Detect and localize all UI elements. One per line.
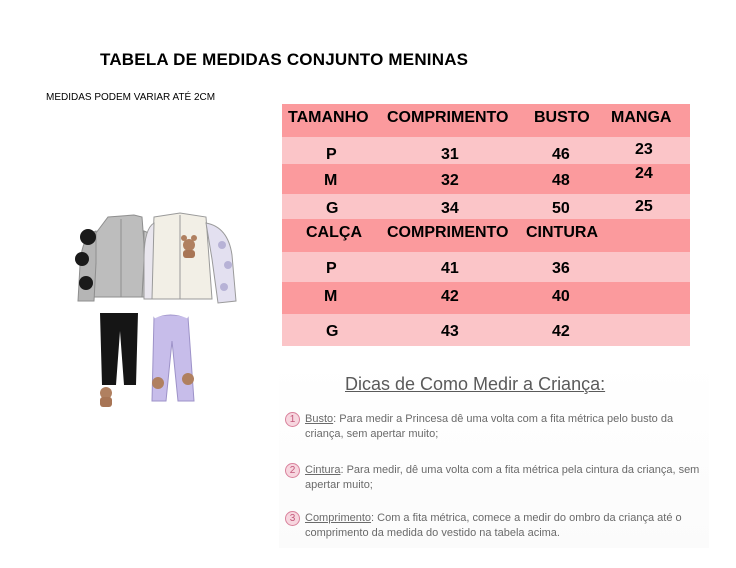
tip-text — [305, 412, 710, 442]
cell-comprimento: 31 — [441, 146, 459, 163]
cell-size: P — [326, 260, 337, 277]
cell-size: M — [324, 288, 338, 305]
cell-manga: 25 — [635, 198, 653, 215]
cell-cintura: 42 — [552, 323, 570, 340]
tip-number-badge: 3 — [285, 511, 300, 526]
cell-cintura: 40 — [552, 288, 570, 305]
tip-heading: Cintura — [305, 464, 341, 476]
tip-heading: Comprimento — [305, 512, 372, 524]
cell-comprimento: 41 — [441, 260, 459, 277]
table-header-row — [282, 219, 690, 252]
header-comprimento-calca: COMPRIMENTO — [387, 224, 509, 241]
header-calca: CALÇA — [306, 224, 362, 241]
cell-cintura: 36 — [552, 260, 570, 277]
cell-comprimento: 42 — [441, 288, 459, 305]
black-pants-illustration — [100, 313, 138, 407]
table-row — [282, 194, 690, 219]
table-row — [282, 252, 690, 282]
table-row — [282, 164, 690, 194]
cell-size: M — [324, 172, 338, 189]
cell-size: P — [326, 146, 337, 163]
measuring-tips — [279, 360, 709, 548]
table-header-row — [282, 104, 690, 137]
cell-manga: 24 — [635, 165, 653, 182]
tip-text — [305, 511, 710, 541]
lilac-pants-illustration — [152, 313, 194, 401]
table-row — [282, 314, 690, 346]
header-manga: MANGA — [611, 109, 672, 126]
tips-title: Dicas de Como Medir a Criança: — [345, 374, 606, 394]
outfit-illustration — [72, 205, 252, 425]
tip-number-badge: 2 — [285, 463, 300, 478]
cell-size: G — [326, 323, 339, 340]
cell-comprimento: 43 — [441, 323, 459, 340]
tip-text — [305, 463, 710, 493]
header-busto: BUSTO — [534, 109, 590, 126]
size-table — [282, 104, 690, 346]
tip-heading: Busto — [305, 413, 334, 425]
tip-number-badge: 1 — [285, 412, 300, 427]
size-disclaimer: MEDIDAS PODEM VARIAR ATÉ 2CM — [46, 92, 216, 103]
header-cintura: CINTURA — [526, 224, 598, 241]
header-comprimento: COMPRIMENTO — [387, 109, 509, 126]
tip-body: : Para medir a Princesa dê uma volta com a fita métrica pelo busto da criança, sem apertar muito; — [305, 413, 674, 440]
cell-comprimento: 34 — [441, 200, 459, 217]
tip-body: : Para medir, dê uma volta com a fita métrica pela cintura da criança, sem apertar muito; — [305, 464, 700, 491]
cell-busto: 50 — [552, 200, 570, 217]
cell-busto: 46 — [552, 146, 570, 163]
cell-size: G — [326, 200, 339, 217]
cell-busto: 48 — [552, 172, 570, 189]
table-row — [282, 282, 690, 314]
cell-comprimento: 32 — [441, 172, 459, 189]
cell-manga: 23 — [635, 141, 653, 158]
white-cardigan-illustration — [144, 213, 236, 303]
tip-body: : Com a fita métrica, comece a medir do ombro da criança até o comprimento da medida do vestido na tabela acima. — [305, 512, 682, 539]
table-row — [282, 137, 690, 164]
page-title: TABELA DE MEDIDAS CONJUNTO MENINAS — [100, 50, 469, 69]
header-tamanho: TAMANHO — [288, 109, 369, 126]
